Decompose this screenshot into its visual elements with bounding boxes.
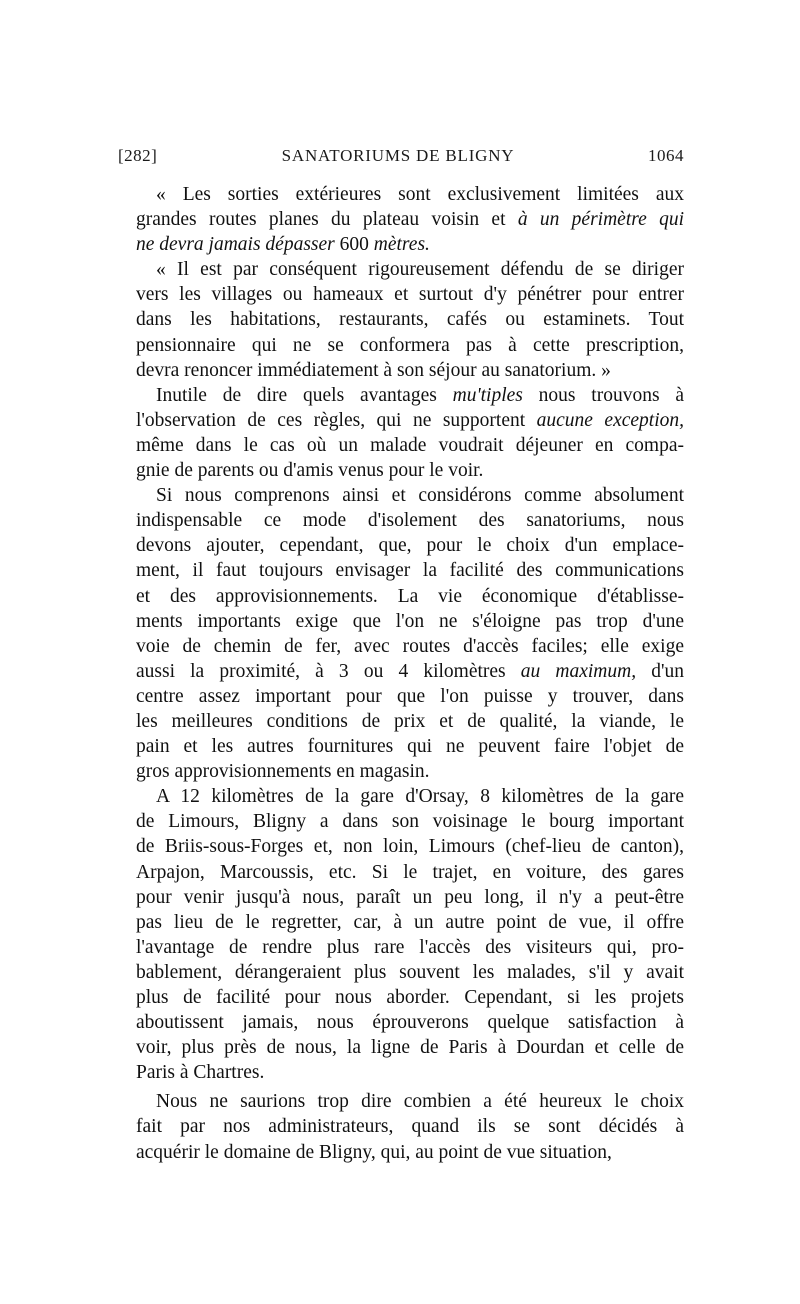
- text-line: aussi la proximité, à 3 ou 4 kilomètres au maximum, d'un: [136, 660, 684, 682]
- text-line: Inutile de dire quels avantages mu'tiples nous trouvons à: [156, 384, 684, 406]
- text-line: fait par nos administrateurs, quand ils se sont décidés à: [136, 1116, 684, 1138]
- text-line: voir, plus près de nous, la ligne de Paris à Dourdan et celle de: [136, 1037, 684, 1059]
- text-line: voie de chemin de fer, avec routes d'accès faciles; elle exige: [136, 635, 684, 657]
- page-reference: [282]: [118, 146, 158, 165]
- page-number: 1064: [648, 146, 684, 165]
- text-line: devons ajouter, cependant, que, pour le choix d'un emplace-: [136, 535, 684, 557]
- text-line: A 12 kilomètres de la gare d'Orsay, 8 kilomètres de la gare: [156, 786, 684, 808]
- text-line: plus de facilité pour nous aborder. Cependant, si les projets: [136, 987, 684, 1008]
- paragraph: [116, 182, 684, 257]
- italic-text: mètres.: [373, 234, 430, 256]
- text-line: les meilleures conditions de prix et de qualité, la viande, le: [136, 710, 684, 732]
- italic-text: mu'tiples: [452, 384, 523, 406]
- text-line: grandes routes planes du plateau voisin et à un périmètre qui: [136, 209, 684, 231]
- paragraph: [116, 784, 684, 1085]
- text-line: ments importants exige que l'on ne s'éloigne pas trop d'une: [136, 610, 684, 632]
- text-line: pas lieu de le regretter, car, à un autre point de vue, il offre: [136, 911, 684, 933]
- text-line: bablement, dérangeraient plus souvent les malades, s'il y avait: [136, 961, 684, 983]
- text-line: de Limours, Bligny a dans son voisinage le bourg important: [136, 811, 684, 833]
- text-line: de Briis-sous-Forges et, non loin, Limours (chef-lieu de canton),: [136, 836, 684, 858]
- text-line: l'observation de ces règles, qui ne supportent aucune exception,: [136, 409, 685, 431]
- text-line: pain et les autres fournitures qui ne peuvent faire l'objet de: [136, 736, 684, 758]
- text-line: indispensable ce mode d'isolement des sanatoriums, nous: [136, 510, 684, 532]
- running-title: SANATORIUMS DE BLIGNY: [281, 146, 515, 165]
- paragraph: [116, 383, 684, 483]
- text-line: Nous ne saurions trop dire combien a été heureux le choix: [156, 1091, 684, 1113]
- text-line: aboutissent jamais, nous éprouverons quelque satisfaction à: [136, 1012, 684, 1034]
- body-text: [116, 182, 684, 1165]
- text-line: acquérir le domaine de Bligny, qui, au point de vue situation,: [136, 1141, 612, 1163]
- text-line: pensionnaire qui ne se conformera pas à cette prescription,: [136, 334, 684, 356]
- text-line: l'avantage de rendre plus rare l'accès des visiteurs qui, pro-: [136, 936, 684, 958]
- paragraph: [116, 483, 684, 784]
- paragraph: [116, 1089, 684, 1164]
- text-line: Si nous comprenons ainsi et considérons comme absolument: [156, 485, 684, 507]
- text-line: centre assez important pour que l'on puisse y trouver, dans: [136, 685, 684, 707]
- text-line: dans les habitations, restaurants, cafés ou estaminets. Tout: [136, 309, 684, 331]
- text-line: ment, il faut toujours envisager la facilité des communications: [136, 560, 684, 582]
- text-line: « Les sorties extérieures sont exclusivement limitées aux: [156, 184, 684, 205]
- italic-text: aucune exception,: [536, 409, 685, 431]
- italic-text: à un périmètre qui: [517, 209, 684, 231]
- text-line: et des approvisionnements. La vie économique d'établisse-: [136, 585, 684, 607]
- text-line: même dans le cas où un malade voudrait déjeuner en compa-: [136, 434, 684, 456]
- paragraph: [116, 257, 684, 382]
- text-line: Paris à Chartres.: [136, 1062, 265, 1084]
- text-line: gros approvisionnements en magasin.: [136, 761, 430, 783]
- italic-text: au maximum,: [520, 660, 637, 682]
- text-line: devra renoncer immédiatement à son séjour au sanatorium. »: [136, 359, 611, 381]
- text-line: vers les villages ou hameaux et surtout d'y pénétrer pour entrer: [136, 284, 684, 306]
- text-line: ne devra jamais dépasser 600 mètres.: [136, 234, 430, 256]
- italic-text: ne devra jamais dépasser: [136, 234, 335, 256]
- text-line: gnie de parents ou d'amis venus pour le voir.: [136, 460, 484, 482]
- text-line: pour venir jusqu'à nous, paraît un peu long, il n'y a peut-être: [136, 886, 684, 908]
- text-line: « Il est par conséquent rigoureusement défendu de se diriger: [156, 259, 684, 281]
- running-header: [112, 144, 684, 170]
- text-line: Arpajon, Marcoussis, etc. Si le trajet, en voiture, des gares: [136, 861, 684, 883]
